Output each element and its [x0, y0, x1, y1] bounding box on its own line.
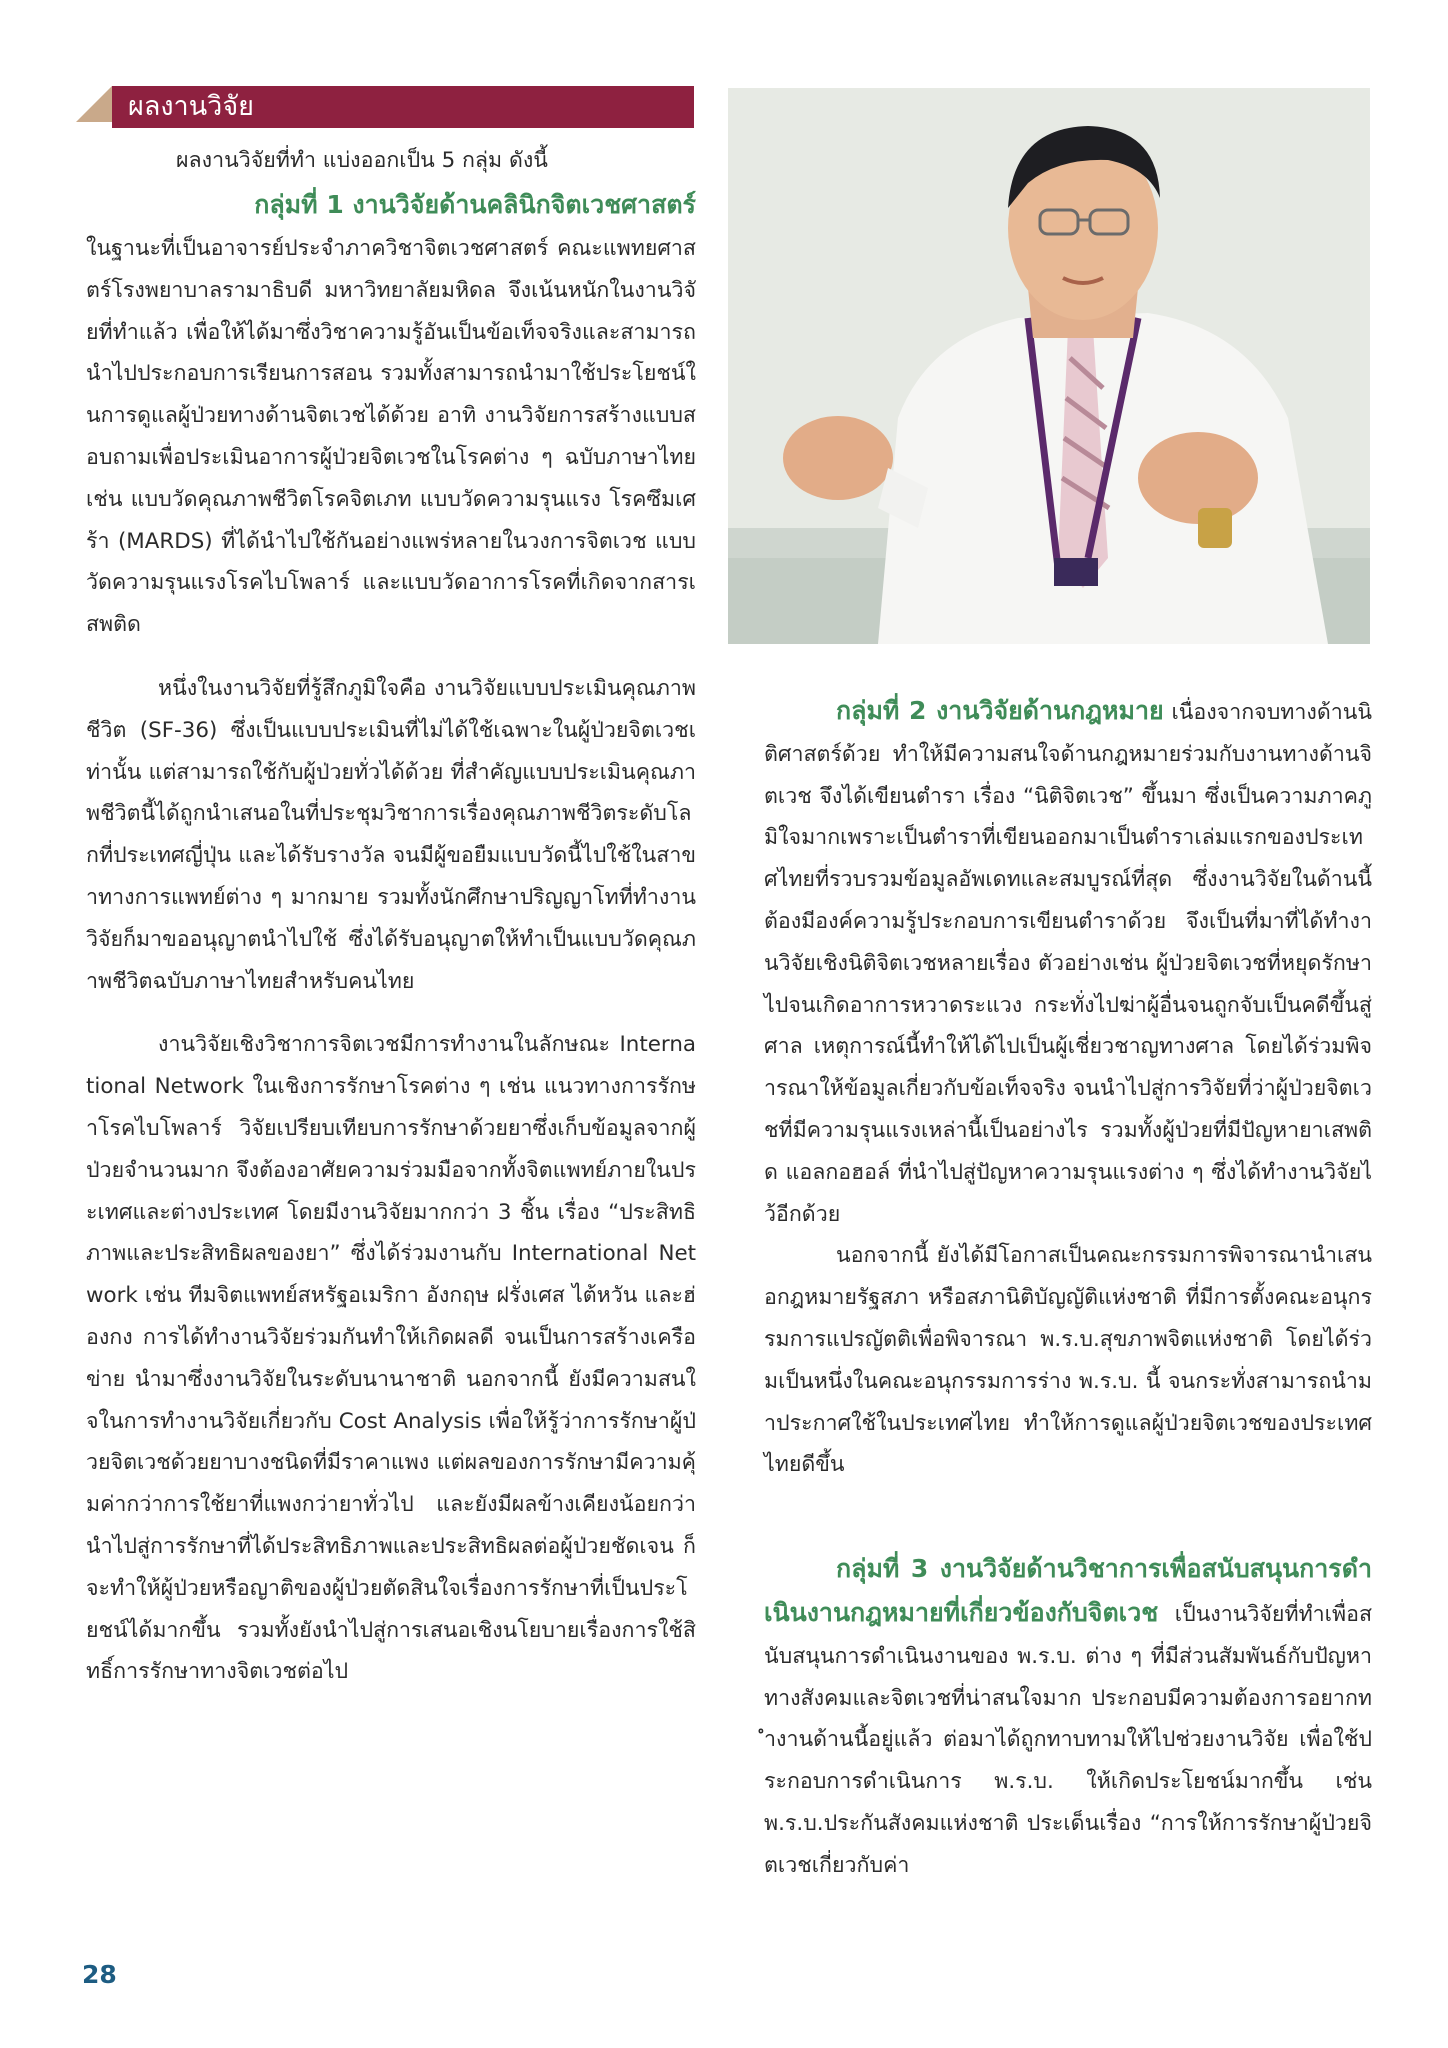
section-title: ผลงานวิจัย — [112, 86, 694, 128]
group2-paragraph-1 — [764, 690, 1372, 1235]
group2-lead-text: เนื่องจากจบทางด้านนิติศาสตร์ด้วย ทำให้มีความสนใจด้านกฎหมายร่วมกับงานทางด้านจิตเวช จึงได้เขียนตำรา เรื่อง “นิติจิตเวช” ขึ้นมา ซึ่งเป็นความภาคภูมิใจมากเพราะเป็นตำราที่เขียนออกมาเป็นตำราเล่มแรกของประเทศไทยที่รวบรวมข้อมูลอัพเดทและสมบูรณ์ที่สุด ซึ่งงานวิจัยในด้านนี้ต้องมีองค์ความรู้ประกอบการเขียนตำราด้วย จึงเป็นที่มาที่ได้ทำงานวิจัยเชิงนิติจิตเวชหลายเรื่อง ตัวอย่างเช่น ผู้ป่วยจิตเวชที่หยุดรักษาไปจนเกิดอาการหวาดระแวง กระทั่งไปฆ่าผู้อื่นจนถูกจับเป็นคดีขึ้นสู่ศาล เหตุการณ์นี้ทำให้ได้ไปเป็นผู้เชี่ยวชาญทางศาล โดยได้ร่วมพิจารณาให้ข้อมูลเกี่ยวกับข้อเท็จจริง จนนำไปสู่การวิจัยที่ว่าผู้ป่วยจิตเวชที่มีความรุนแรงเหล่านี้เป็นอย่างไร รวมทั้งผู้ป่วยที่มีปัญหายาเสพติด แอลกอฮอล์ ที่นำไปสู่ปัญหาความรุนแรงต่าง ๆ ซึ่งได้ทำงานวิจัยไว้อีกด้วย — [764, 700, 1372, 1227]
group2-paragraph-2: นอกจากนี้ ยังได้มีโอกาสเป็นคณะกรรมการพิจารณานำเสนอกฎหมายรัฐสภา หรือสภานิติบัญญัติแห่งชาติ ที่มีการตั้งคณะอนุกรรมการแปรญัตติเพื่อพิจารณา พ.ร.บ.สุขภาพจิตแห่งชาติ โดยได้ร่วมเป็นหนึ่งในคณะอนุกรรมการร่าง พ.ร.บ. นี้ จนกระทั่งสามารถนำมาประกาศใช้ในประเทศไทย ทำให้การดูแลผู้ป่วยจิตเวชของประเทศไทยดีขึ้น — [764, 1243, 1372, 1478]
portrait-photo-illustration — [728, 88, 1370, 644]
section-banner — [76, 86, 694, 128]
section-gap — [764, 1486, 1372, 1548]
left-column — [86, 140, 696, 1693]
group1-paragraph-3: งานวิจัยเชิงวิชาการจิตเวชมีการทำงานในลักษณะ International Network ในเชิงการรักษาโรคต่าง ๆ เช่น แนวทางการรักษาโรคไบโพลาร์ วิจัยเปรียบเทียบการรักษาด้วยยาซึ่งเก็บข้อมูลจากผู้ป่วยจำนวนมาก จึงต้องอาศัยความร่วมมือจากทั้งจิตแพทย์ภายในประเทศและต่างประเทศ โดยมีงานวิจัยมากกว่า 3 ชิ้น เรื่อง “ประสิทธิภาพและประสิทธิผลของยา” ซึ่งได้ร่วมงานกับ International Network เช่น ทีมจิตแพทย์สหรัฐอเมริกา อังกฤษ ฝรั่งเศส ไต้หวัน และฮ่องกง การได้ทำงานวิจัยร่วมกันทำให้เกิดผลดี จนเป็นการสร้างเครือข่าย นำมาซึ่งงานวิจัยในระดับนานาชาติ นอกจากนี้ ยังมีความสนใจในการทำงานวิจัยเกี่ยวกับ Cost Analysis เพื่อให้รู้ว่าการรักษาผู้ป่วยจิตเวชด้วยยาบางชนิดที่มีราคาแพง แต่ผลของการรักษามีความคุ้มค่ากว่าการใช้ยาที่แพงกว่ายาทั่วไป และยังมีผลข้างเคียงน้อยกว่า นำไปสู่การรักษาที่ได้ประสิทธิภาพและประสิทธิผลต่อผู้ป่วยชัดเจน ก็จะทำให้ผู้ป่วยหรือญาติของผู้ป่วยตัดสินใจเรื่องการรักษาที่เป็นประโยชน์ได้มากขึ้น รวมทั้งยังนำไปสู่การเสนอเชิงนโยบายเรื่องการใช้สิทธิ์การรักษาทางจิตเวชต่อไป — [86, 1032, 696, 1685]
portrait-photo — [728, 88, 1370, 644]
group3-lead-text: เป็นงานวิจัยที่ทำเพื่อสนับสนุนการดำเนินงานของ พ.ร.บ. ต่าง ๆ ที่มีส่วนสัมพันธ์กับปัญหาทางสังคมและจิตเวชที่น่าสนใจมาก ประกอบมีความต้องการอยากทำงานด้านนี้อยู่แล้ว ต่อมาได้ถูกทาบทามให้ไปช่วยงานวิจัย เพื่อใช้ประกอบการดำเนินการ พ.ร.บ. ให้เกิดประโยชน์มากขึ้น เช่น พ.ร.บ.ประกันสังคมแห่งชาติ ประเด็นเรื่อง “การให้การรักษาผู้ป่วยจิตเวชเกี่ยวกับค่า — [764, 1601, 1372, 1878]
banner-corner-decoration — [76, 86, 112, 122]
right-column — [764, 690, 1372, 1887]
group2-heading: กลุ่มที่ 2 งานวิจัยด้านกฎหมาย — [836, 696, 1164, 725]
paragraph-gap — [86, 1002, 696, 1024]
paragraph-gap — [86, 646, 696, 668]
group3-paragraph-1 — [764, 1548, 1372, 1886]
intro-text: ผลงานวิจัยที่ทำ แบ่งออกเป็น 5 กลุ่ม ดังนี้ — [176, 148, 548, 173]
group1-paragraph-1: ในฐานะที่เป็นอาจารย์ประจำภาควิชาจิตเวชศาสตร์ คณะแพทยศาสตร์โรงพยาบาลรามาธิบดี มหาวิทยาลัยมหิดล จึงเน้นหนักในงานวิจัยที่ทำแล้ว เพื่อให้ได้มาซึ่งวิชาความรู้อันเป็นข้อเท็จจริงและสามารถนำไปประกอบการเรียนการสอน รวมทั้งสามารถนำมาใช้ประโยชน์ในการดูแลผู้ป่วยทางด้านจิตเวชได้ด้วย อาทิ งานวิจัยการสร้างแบบสอบถามเพื่อประเมินอาการผู้ป่วยจิตเวชในโรคต่าง ๆ ฉบับภาษาไทย เช่น แบบวัดคุณภาพชีวิตโรคจิตเภท แบบวัดความรุนแรง โรคซึมเศร้า (MARDS) ที่ได้นำไปใช้กันอย่างแพร่หลายในวงการจิตเวช แบบวัดความรุนแรงโรคไบโพลาร์ และแบบวัดอาการโรคที่เกิดจากสารเสพติด — [86, 236, 696, 638]
group3-heading: กลุ่มที่ 3 งานวิจัยด้านวิชาการเพื่อสนับสนุนการดำเนินงานกฎหมายที่เกี่ยวข้องกับจิตเวช — [764, 1554, 1372, 1627]
page-number: 28 — [82, 1960, 117, 1989]
group1-heading: กลุ่มที่ 1 งานวิจัยด้านคลินิกจิตเวชศาสตร์ — [254, 190, 696, 219]
group1-paragraph-2: หนึ่งในงานวิจัยที่รู้สึกภูมิใจคือ งานวิจัยแบบประเมินคุณภาพชีวิต (SF-36) ซึ่งเป็นแบบประเมินที่ไม่ได้ใช้เฉพาะในผู้ป่วยจิตเวชเท่านั้น แต่สามารถใช้กับผู้ป่วยทั่วได้ด้วย ที่สำคัญแบบประเมินคุณภาพชีวิตนี้ได้ถูกนำเสนอในที่ประชุมวิชาการเรื่องคุณภาพชีวิตระดับโลกที่ประเทศญี่ปุ่น และได้รับรางวัล จนมีผู้ขอยืมแบบวัดนี้ไปใช้ในสาขาทางการแพทย์ต่าง ๆ มากมาย รวมทั้งนักศึกษาปริญญาโทที่ทำงานวิจัยก็มาขออนุญาตนำไปใช้ ซึ่งได้รับอนุญาตให้ทำเป็นแบบวัดคุณภาพชีวิตฉบับภาษาไทยสำหรับคนไทย — [86, 675, 696, 994]
